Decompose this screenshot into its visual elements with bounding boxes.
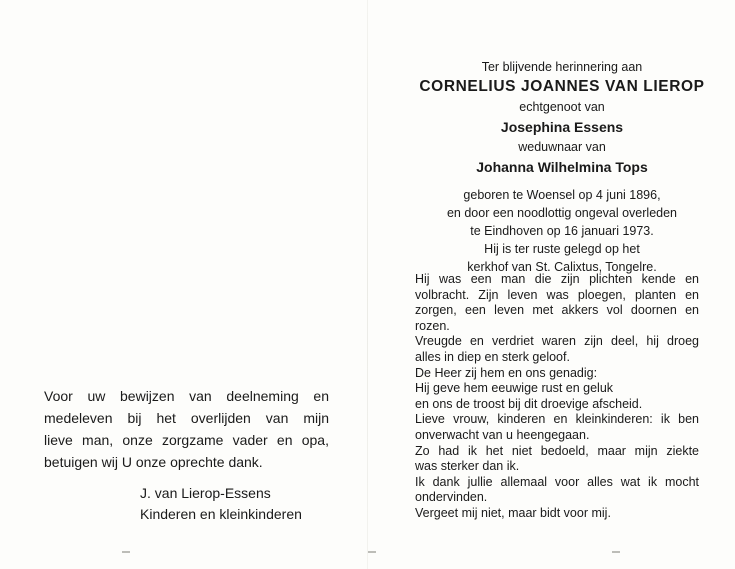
signature-line: Kinderen en kleinkinderen — [140, 506, 302, 522]
signature-block — [140, 483, 340, 525]
memorial-text — [415, 272, 699, 522]
intro-line: Ter blijvende herinnering aan — [481, 60, 643, 74]
thanks-line: lieve man, onze zorgzame vader en opa, — [44, 432, 329, 448]
text-line: Hij was een man die zijn plichten kende en — [415, 272, 699, 286]
text-line: Zo had ik het niet bedoeld, maar mijn ziekte — [415, 443, 699, 458]
widower-prefix: weduwnaar van — [518, 140, 606, 154]
thanks-line: betuigen wij U onze oprechte dank. — [44, 454, 263, 470]
text-line: volbracht. Zijn leven was ploegen, planten en — [415, 287, 699, 302]
spouse-prefix: echtgenoot van — [519, 100, 605, 114]
memorial-header — [410, 58, 714, 276]
print-mark — [122, 551, 130, 553]
fold-line — [367, 0, 368, 569]
text-line: was sterker dan ik. — [415, 459, 520, 474]
text-line: alles in diep en sterk geloof. — [415, 349, 570, 364]
text-line: en ons de troost bij dit droevige afscheid. — [415, 396, 643, 411]
text-line: onverwacht van u heengegaan. — [415, 427, 590, 442]
text-line: Vergeet mij niet, maar bidt voor mij. — [415, 505, 611, 520]
text-line: Ik dank jullie allemaal voor alles wat ik mocht — [415, 474, 699, 489]
text-line: ondervinden. — [415, 490, 488, 505]
detail-line: kerkhof van St. Calixtus, Tongelre. — [467, 260, 657, 274]
spouse-name: Josephina Essens — [500, 119, 624, 135]
text-line: De Heer zij hem en ons genadig: — [415, 365, 598, 380]
detail-line: en door een noodlottig ongeval overleden — [446, 206, 678, 220]
detail-line: Hij is ter ruste gelegd op het — [484, 242, 640, 256]
text-line: Vreugde en verdriet waren zijn deel, hij droeg — [415, 334, 699, 349]
detail-line: te Eindhoven op 16 januari 1973. — [470, 224, 654, 238]
print-mark — [612, 551, 620, 553]
late-spouse-name: Johanna Wilhelmina Tops — [476, 159, 648, 175]
deceased-name: CORNELIUS JOANNES VAN LIEROP — [419, 78, 705, 95]
print-mark — [368, 551, 376, 553]
signature-line: J. van Lierop-Essens — [140, 485, 271, 501]
text-line: Hij geve hem eeuwige rust en geluk — [415, 381, 614, 396]
detail-line: geboren te Woensel op 4 juni 1896, — [463, 188, 661, 202]
text-line: Lieve vrouw, kinderen en kleinkinderen: ik ben — [415, 412, 699, 427]
text-line: zorgen, een leven met akkers vol doornen en — [415, 303, 699, 318]
thanks-line: medeleven bij het overlijden van mijn — [44, 410, 329, 426]
thanks-line: Voor uw bewijzen van deelneming en — [44, 388, 329, 404]
text-line: rozen. — [415, 318, 450, 333]
thank-you-text — [44, 385, 329, 473]
